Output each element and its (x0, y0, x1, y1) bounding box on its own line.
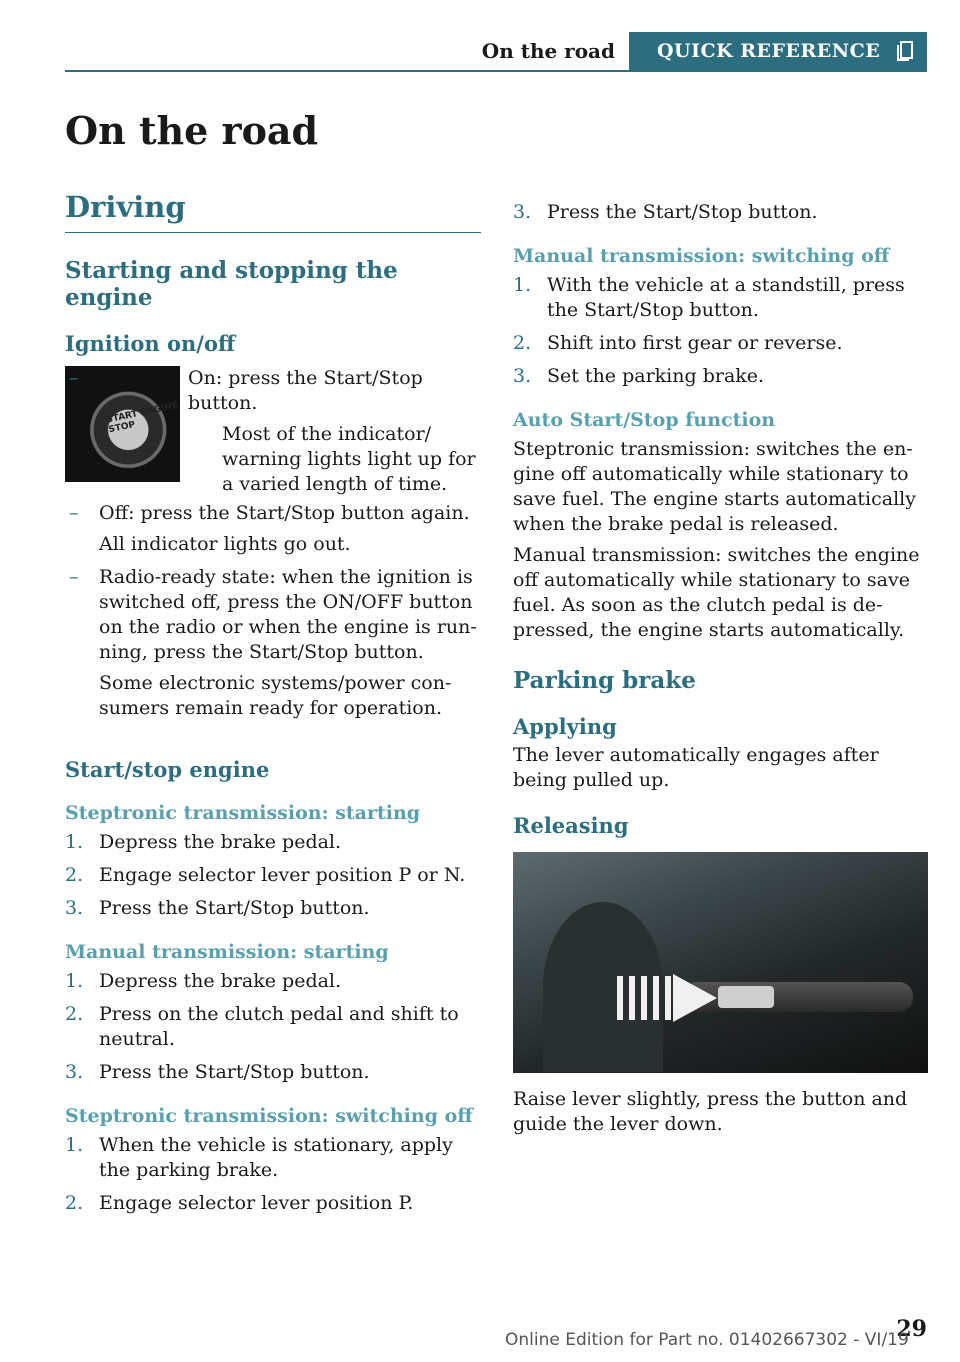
book-icon (895, 40, 915, 62)
auto-start-stop-steptronic-text: Steptronic transmission: switches the en‐ gine off automatically while stationary to save fuel. The engine starts automatically when the brake pedal is released. (513, 438, 916, 535)
right-column (513, 200, 928, 1137)
heading-manual-switching-off: Manual transmission: switching off (513, 245, 890, 267)
list-item: 1. When the vehicle is stationary, apply the parking brake. (65, 1134, 453, 1181)
list-item: 1. Depress the brake pedal. (65, 970, 342, 992)
arrow-icon (673, 974, 717, 1022)
list-item-note: Most of the indicator/ warning lights light up for a varied length of time. (222, 423, 476, 495)
list-item: – Radio-ready state: when the ignition is switched off, press the ON/OFF button on the radio or when the engine is run‐ ning, press the Start/Stop button. (69, 566, 477, 663)
list-item: 3. Press the Start/Stop button. (65, 1061, 370, 1083)
list-item: 1. With the vehicle at a standstill, press the Start/Stop button. (513, 274, 905, 321)
heading-driving: Driving (65, 190, 481, 233)
manual-off-steps (513, 273, 928, 389)
heading-releasing: Releasing (513, 813, 629, 838)
list-item: 2. Engage selector lever position P or N. (65, 864, 466, 886)
heading-steptronic-switching-off: Steptronic transmission: switching off (65, 1105, 473, 1127)
list-item: 3. Press the Start/Stop button. (513, 201, 818, 223)
footer-edition: Online Edition for Part no. 01402667302 - VI/19 (505, 1330, 909, 1350)
heading-start-stop-engine: Start/stop engine (65, 757, 270, 782)
list-item: 3. Press the Start/Stop button. (65, 897, 370, 919)
list-item-note: All indicator lights go out. (99, 533, 351, 555)
list-item: – Off: press the Start/Stop button again. (69, 502, 470, 524)
page-number: 29 (896, 1316, 927, 1342)
steptronic-start-steps (65, 830, 481, 921)
left-column (65, 190, 481, 1224)
manual-start-steps (65, 969, 481, 1085)
heading-starting-stopping: Starting and stopping the engine (65, 257, 398, 311)
page-header (65, 32, 927, 72)
steptronic-off-steps-continued (513, 200, 928, 225)
heading-manual-starting: Manual transmission: starting (65, 941, 389, 963)
list-item: 1. Depress the brake pedal. (65, 831, 342, 853)
list-item: 2. Shift into first gear or reverse. (513, 332, 843, 354)
start-stop-button-label: START ENGINE STOP (105, 400, 180, 436)
heading-auto-start-stop: Auto Start/Stop function (513, 409, 776, 431)
applying-text: The lever automatically engages after being pulled up. (513, 744, 879, 791)
parking-brake-photo (513, 852, 928, 1073)
quick-reference-tab[interactable] (629, 32, 927, 70)
heading-steptronic-starting: Steptronic transmission: starting (65, 802, 421, 824)
list-item: 3. Set the parking brake. (513, 365, 765, 387)
list-item: 2. Press on the clutch pedal and shift to neutral. (65, 1003, 459, 1050)
page-title: On the road (65, 108, 319, 153)
list-item-note: Some electronic systems/power con‐ sumers remain ready for operation. (99, 672, 452, 719)
heading-ignition: Ignition on/off (65, 331, 236, 356)
list-item: 2. Engage selector lever position P. (65, 1192, 414, 1214)
heading-applying: Applying (513, 714, 617, 739)
header-section-title: On the road (481, 39, 615, 63)
releasing-text: Raise lever slightly, press the button and guide the lever down. (513, 1088, 908, 1135)
steptronic-off-steps (65, 1133, 481, 1216)
quick-reference-label: QUICK REFERENCE (657, 40, 881, 62)
auto-start-stop-manual-text: Manual transmission: switches the engine off automatically while stationary to save fuel. As soon as the clutch pedal is de‐ pressed, the engine starts automatically. (513, 544, 920, 641)
heading-parking-brake: Parking brake (513, 667, 696, 694)
list-item: – On: press the Start/Stop button. (69, 367, 423, 414)
